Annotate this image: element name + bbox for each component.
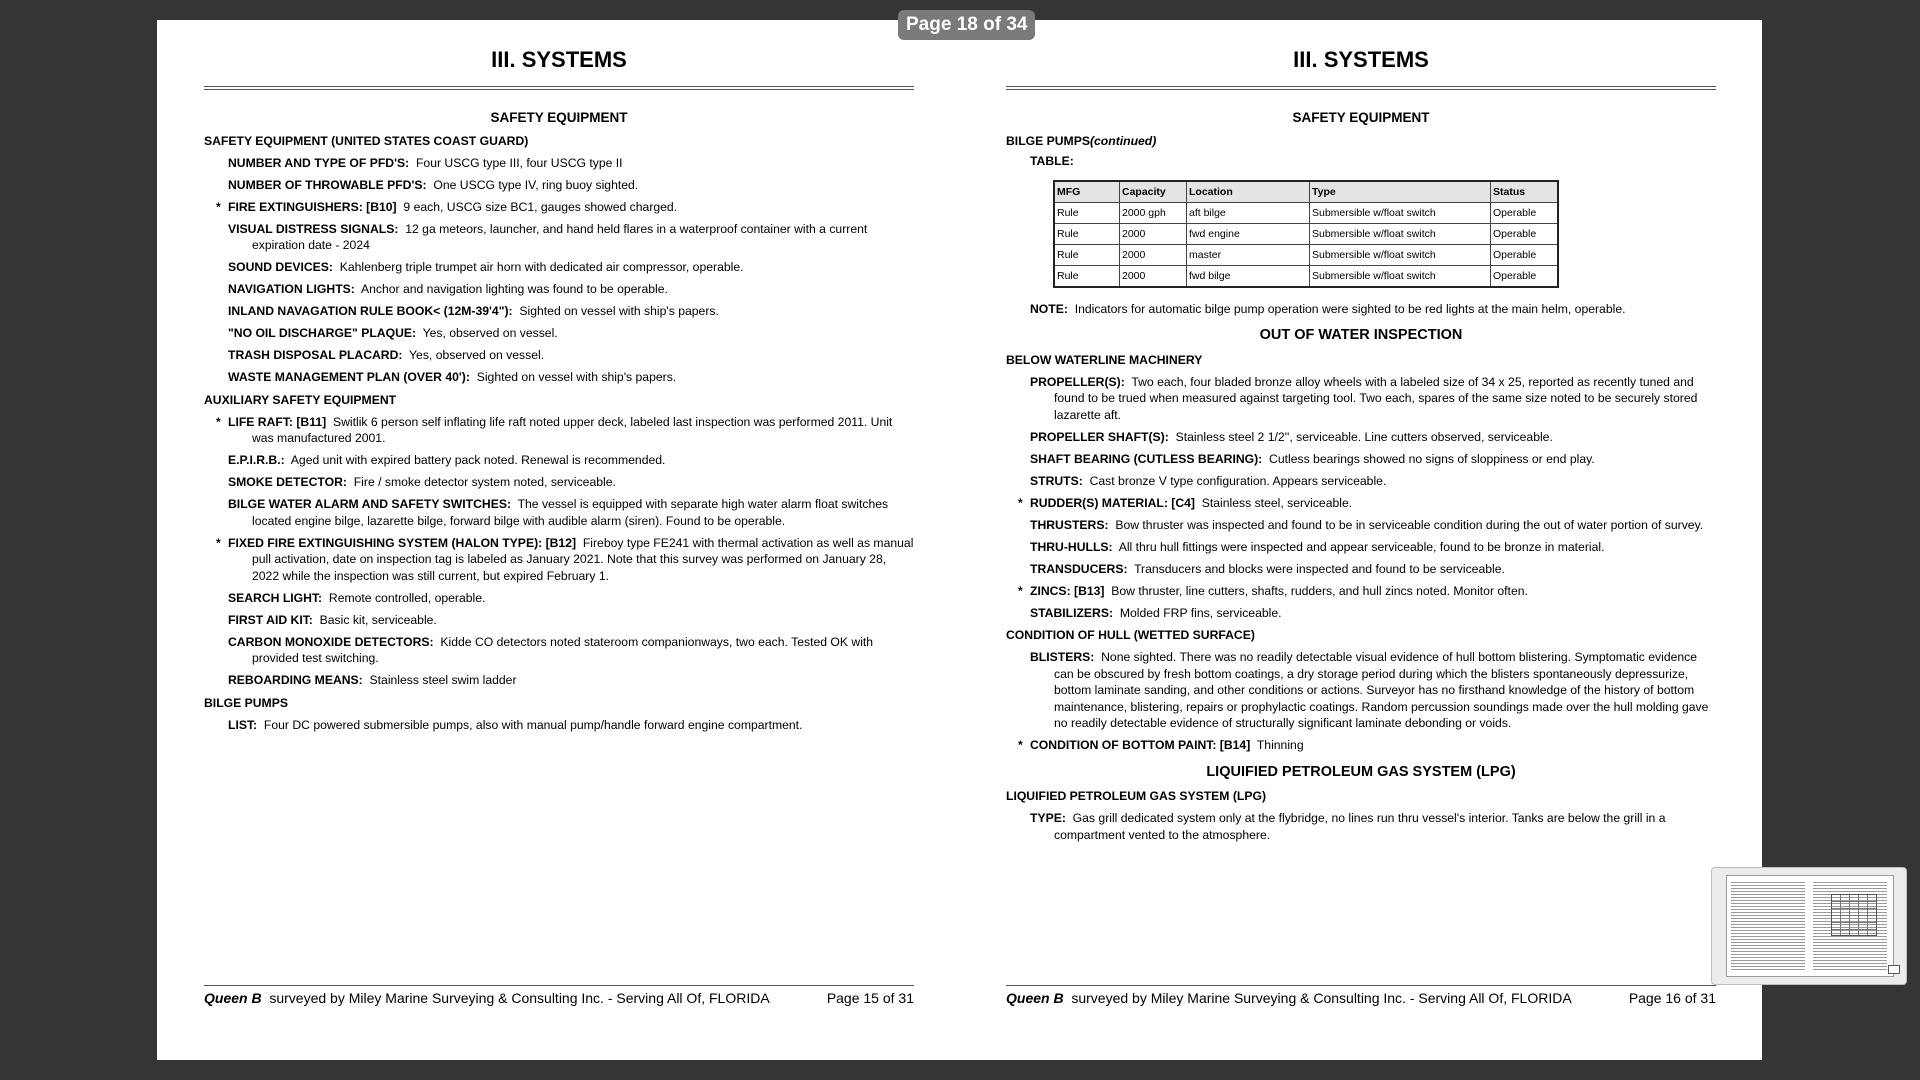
table-column-header: Location bbox=[1187, 181, 1310, 203]
item-label: NOTE: bbox=[1030, 301, 1068, 316]
item-text: 12 ga meteors, launcher, and hand held flares in a waterproof container with a current expiration date - 2024 bbox=[252, 221, 868, 252]
item-label: SMOKE DETECTOR: bbox=[228, 475, 347, 489]
flag-marker: * bbox=[1018, 738, 1023, 752]
list-item bbox=[204, 303, 914, 320]
footer-text bbox=[204, 990, 770, 1007]
item-text: Four USCG type III, four USCG type II bbox=[415, 155, 623, 170]
item-text: None sighted. There was no readily detectable visual evidence of hull bottom blistering. Symptomatic evidence can be obscured by fresh bottom coatings, a dry storage period during which the blisters spontaneously depressurize, bottom laminate sanding, and other conditions or actions. Surveyor has no firsthand knowledge of the history of bottom maintenance, blistering, repairs or prophylactic coatings. Random percussion soundings made over the hull molding gave no readily detectable evidence of structurally significant laminate debonding or voids. bbox=[1054, 650, 1709, 730]
list-item bbox=[204, 452, 914, 469]
list-item bbox=[204, 590, 914, 607]
item-label: THRU-HULLS: bbox=[1030, 539, 1113, 554]
item-list bbox=[1006, 810, 1716, 843]
item-label: TRASH DISPOSAL PLACARD: bbox=[228, 348, 403, 362]
thumbnail-preview bbox=[1726, 875, 1894, 977]
table-label: TABLE: bbox=[1030, 154, 1074, 168]
list-item bbox=[1006, 605, 1716, 622]
group-heading: SAFETY EQUIPMENT (UNITED STATES COAST GUARD) bbox=[204, 133, 529, 148]
list-item bbox=[1006, 583, 1716, 600]
list-item bbox=[1006, 429, 1716, 446]
list-item bbox=[204, 672, 914, 689]
item-text: Fireboy type FE241 with thermal activation as well as manual pull activation, date on inspection tag is labeled as January 2021. Note that this survey was performed on January 28, 2022 while the inspection was still current, but expired February 1. bbox=[252, 535, 914, 583]
table-body bbox=[1054, 202, 1558, 287]
footer-surveyor: surveyed by Miley Marine Surveying & Consulting Inc. - Serving All Of, FLORIDA bbox=[269, 990, 770, 1006]
bilge-heading: BILGE PUMPS bbox=[1006, 133, 1090, 148]
item-label: PROPELLER(S): bbox=[1030, 374, 1125, 389]
table-cell: Submersible w/float switch bbox=[1310, 244, 1491, 265]
table-column-header: MFG bbox=[1054, 181, 1120, 203]
table-cell: 2000 gph bbox=[1120, 202, 1187, 223]
item-label: TYPE: bbox=[1030, 811, 1066, 825]
table-cell: aft bilge bbox=[1187, 202, 1310, 223]
table-column-header: Type bbox=[1310, 181, 1491, 203]
item-label: FIRE EXTINGUISHERS: [B10] bbox=[228, 199, 397, 214]
page-indicator: Page 18 of 34 bbox=[898, 10, 1035, 40]
item-text: Cutless bearings showed no signs of sloppiness or end play. bbox=[1269, 451, 1595, 466]
table-row bbox=[1054, 202, 1558, 223]
item-text: The vessel is equipped with separate high water alarm float switches located engine bilge, lazarette bilge, forward bilge with audible alarm (siren). Found to be operable. bbox=[252, 497, 889, 528]
item-label: CONDITION OF BOTTOM PAINT: [B14] bbox=[1030, 738, 1251, 752]
item-text: One USCG type IV, ring buoy sighted. bbox=[433, 177, 639, 192]
table-cell: master bbox=[1187, 244, 1310, 265]
item-label: BILGE WATER ALARM AND SAFETY SWITCHES: bbox=[228, 497, 512, 511]
item-text: Basic kit, serviceable. bbox=[319, 612, 437, 627]
table-row bbox=[1054, 265, 1558, 287]
bilge-heading-suffix: (continued) bbox=[1089, 133, 1157, 148]
flag-marker: * bbox=[216, 199, 221, 214]
list-item bbox=[1006, 737, 1716, 754]
item-text: Transducers and blocks were inspected and found to be serviceable. bbox=[1134, 561, 1505, 576]
list-item bbox=[1006, 810, 1716, 843]
footer-rule bbox=[1006, 985, 1716, 986]
item-text: Gas grill dedicated system only at the flybridge, no lines run thru vessel's interior. Tanks are below the grill in a compartment vented to the atmosphere. bbox=[1054, 811, 1666, 842]
list-item bbox=[204, 155, 914, 172]
page-spread bbox=[157, 20, 1762, 1060]
item-label: LIFE RAFT: [B11] bbox=[228, 414, 327, 429]
list-item bbox=[204, 177, 914, 194]
section-heading: SAFETY EQUIPMENT bbox=[490, 110, 628, 125]
group-heading: AUXILIARY SAFETY EQUIPMENT bbox=[204, 392, 397, 407]
item-label: SHAFT BEARING (CUTLESS BEARING): bbox=[1030, 451, 1263, 466]
page-footer bbox=[204, 990, 914, 1007]
item-label: REBOARDING MEANS: bbox=[228, 673, 363, 687]
table-header-row bbox=[1054, 181, 1558, 203]
item-text: Switlik 6 person self inflating life raft noted upper deck, labeled last inspection was performed 2011. Unit was manufactured 2001. bbox=[252, 414, 893, 445]
item-text: 9 each, USCG size BC1, gauges showed charged. bbox=[403, 199, 678, 214]
item-label: VISUAL DISTRESS SIGNALS: bbox=[228, 221, 399, 236]
list-item bbox=[204, 369, 914, 386]
thumbnail-left-lines bbox=[1731, 880, 1805, 970]
list-item bbox=[1006, 539, 1716, 556]
list-item bbox=[204, 414, 914, 447]
item-label: NUMBER AND TYPE OF PFD'S: bbox=[228, 155, 410, 170]
table-cell: Rule bbox=[1054, 265, 1120, 287]
item-text: Remote controlled, operable. bbox=[328, 590, 486, 605]
item-list bbox=[204, 414, 914, 689]
flag-marker: * bbox=[216, 414, 221, 429]
table-cell: 2000 bbox=[1120, 244, 1187, 265]
list-item bbox=[204, 281, 914, 298]
bilge-pump-table bbox=[1053, 180, 1559, 288]
table-cell: 2000 bbox=[1120, 265, 1187, 287]
item-label: "NO OIL DISCHARGE" PLAQUE: bbox=[228, 326, 417, 340]
item-label: WASTE MANAGEMENT PLAN (OVER 40'): bbox=[228, 370, 470, 384]
list-item bbox=[1006, 495, 1716, 512]
thumbnail-viewport-marker[interactable] bbox=[1888, 965, 1900, 974]
section-heading: SAFETY EQUIPMENT bbox=[1292, 110, 1430, 125]
item-text: Bow thruster, line cutters, shafts, rudders, and hull zincs noted. Monitor often. bbox=[1111, 583, 1528, 598]
note-item bbox=[1006, 301, 1716, 318]
item-label: E.P.I.R.B.: bbox=[228, 453, 285, 467]
table-cell: Submersible w/float switch bbox=[1310, 265, 1491, 287]
table-cell: 2000 bbox=[1120, 223, 1187, 244]
flag-marker: * bbox=[216, 535, 221, 550]
list-item bbox=[204, 535, 914, 585]
table-row bbox=[1054, 244, 1558, 265]
left-page bbox=[204, 20, 914, 1060]
item-label: SEARCH LIGHT: bbox=[228, 590, 323, 605]
item-label: STRUTS: bbox=[1030, 473, 1083, 488]
table-cell: Submersible w/float switch bbox=[1310, 202, 1491, 223]
thumbnail-table bbox=[1831, 894, 1877, 936]
table-row bbox=[1054, 223, 1558, 244]
item-list bbox=[1006, 649, 1716, 754]
table-cell: fwd bilge bbox=[1187, 265, 1310, 287]
item-label: ZINCS: [B13] bbox=[1030, 583, 1105, 598]
item-text: Bow thruster was inspected and found to be in serviceable condition during the out of water portion of survey. bbox=[1115, 517, 1704, 532]
item-text: Cast bronze V type configuration. Appears serviceable. bbox=[1089, 473, 1387, 488]
list-item bbox=[204, 612, 914, 629]
table-column-header: Status bbox=[1491, 181, 1559, 203]
list-item bbox=[204, 496, 914, 529]
list-item bbox=[204, 325, 914, 342]
group-heading: BILGE PUMPS bbox=[204, 695, 288, 710]
item-text: Stainless steel swim ladder bbox=[369, 673, 517, 687]
right-page bbox=[1006, 20, 1716, 1060]
item-text: Thinning bbox=[1256, 738, 1304, 752]
list-item bbox=[204, 259, 914, 276]
footer-vessel-name: Queen B bbox=[204, 990, 262, 1006]
group-heading: BELOW WATERLINE MACHINERY bbox=[1006, 352, 1203, 367]
item-label: CARBON MONOXIDE DETECTORS: bbox=[228, 634, 434, 649]
item-label: LIST: bbox=[228, 717, 258, 732]
table-cell: Rule bbox=[1054, 223, 1120, 244]
list-item bbox=[1006, 374, 1716, 424]
table-cell: Submersible w/float switch bbox=[1310, 223, 1491, 244]
item-list bbox=[204, 717, 914, 734]
item-text: Stainless steel, serviceable. bbox=[1201, 495, 1353, 510]
item-label: TRANSDUCERS: bbox=[1030, 561, 1128, 576]
list-item bbox=[204, 717, 914, 734]
table-column-header: Capacity bbox=[1120, 181, 1187, 203]
list-item bbox=[204, 634, 914, 667]
item-text: Anchor and navigation lighting was found to be operable. bbox=[360, 282, 668, 296]
footer-page-number: Page 15 of 31 bbox=[826, 990, 914, 1006]
list-item bbox=[204, 347, 914, 364]
item-text: Four DC powered submersible pumps, also with manual pump/handle forward engine compartment. bbox=[263, 717, 803, 732]
group-heading bbox=[1006, 133, 1716, 150]
footer-page-number: Page 16 of 31 bbox=[1628, 990, 1716, 1006]
section-heading: OUT OF WATER INSPECTION bbox=[1259, 327, 1463, 343]
table-cell: Operable bbox=[1491, 223, 1559, 244]
item-label: FIXED FIRE EXTINGUISHING SYSTEM (HALON TYPE): [B12] bbox=[228, 535, 577, 550]
item-label: FIRST AID KIT: bbox=[228, 612, 313, 627]
list-item bbox=[1006, 561, 1716, 578]
item-text: Yes, observed on vessel. bbox=[422, 326, 558, 340]
list-item bbox=[1006, 649, 1716, 732]
footer-rule bbox=[204, 985, 914, 986]
table-cell: Rule bbox=[1054, 202, 1120, 223]
item-text: Aged unit with expired battery pack noted. Renewal is recommended. bbox=[290, 453, 666, 467]
item-text: Two each, four bladed bronze alloy wheels with a labeled size of 34 x 25, reported as recently tuned and found to be trued when measured against targeting tool. Two each, spares of the same size noted to be securely stored lazarette aft. bbox=[1054, 374, 1698, 422]
group-heading: CONDITION OF HULL (WETTED SURFACE) bbox=[1006, 628, 1255, 642]
table-cell: Operable bbox=[1491, 202, 1559, 223]
list-item bbox=[204, 221, 914, 254]
item-text: Molded FRP fins, serviceable. bbox=[1119, 605, 1282, 620]
title-rule bbox=[204, 86, 914, 90]
page-title: III. SYSTEMS bbox=[1293, 47, 1429, 72]
item-label: INLAND NAVAGATION RULE BOOK< (12M-39'4"): bbox=[228, 304, 513, 318]
item-text: Indicators for automatic bilge pump operation were sighted to be red lights at the main helm, operable. bbox=[1074, 301, 1626, 316]
table-cell: Operable bbox=[1491, 265, 1559, 287]
item-list bbox=[1006, 374, 1716, 622]
item-text: Fire / smoke detector system noted, serviceable. bbox=[353, 475, 616, 489]
item-label: BLISTERS: bbox=[1030, 650, 1095, 664]
flag-marker: * bbox=[1018, 583, 1023, 598]
page-footer bbox=[1006, 990, 1716, 1007]
item-text: Kidde CO detectors noted stateroom companionways, two each. Tested OK with provided test switching. bbox=[252, 634, 874, 665]
flag-marker: * bbox=[1018, 495, 1023, 510]
item-text: Sighted on vessel with ship's papers. bbox=[476, 370, 677, 384]
item-list bbox=[204, 155, 914, 386]
item-label: STABILIZERS: bbox=[1030, 605, 1114, 620]
item-text: Stainless steel 2 1/2'', serviceable. Line cutters observed, serviceable. bbox=[1175, 429, 1553, 444]
table-cell: Rule bbox=[1054, 244, 1120, 265]
group-heading: LIQUIFIED PETROLEUM GAS SYSTEM (LPG) bbox=[1006, 789, 1267, 803]
list-item bbox=[204, 474, 914, 491]
item-label: NAVIGATION LIGHTS: bbox=[228, 282, 355, 296]
footer-surveyor: surveyed by Miley Marine Surveying & Consulting Inc. - Serving All Of, FLORIDA bbox=[1071, 990, 1572, 1006]
item-label: RUDDER(S) MATERIAL: [C4] bbox=[1030, 495, 1195, 510]
item-label: THRUSTERS: bbox=[1030, 517, 1109, 532]
title-rule bbox=[1006, 86, 1716, 90]
footer-text bbox=[1006, 990, 1572, 1007]
table-cell: Operable bbox=[1491, 244, 1559, 265]
table-cell: fwd engine bbox=[1187, 223, 1310, 244]
page-title: III. SYSTEMS bbox=[491, 47, 627, 72]
item-label: SOUND DEVICES: bbox=[228, 260, 333, 274]
section-heading: LIQUIFIED PETROLEUM GAS SYSTEM (LPG) bbox=[1206, 763, 1516, 780]
item-text: Sighted on vessel with ship's papers. bbox=[519, 304, 719, 318]
item-text: All thru hull fittings were inspected and appear serviceable, found to be bronze in material. bbox=[1118, 539, 1605, 554]
list-item bbox=[204, 199, 914, 216]
item-text: Kahlenberg triple trumpet air horn with dedicated air compressor, operable. bbox=[339, 260, 744, 274]
list-item bbox=[1006, 451, 1716, 468]
item-text: Yes, observed on vessel. bbox=[409, 348, 545, 362]
list-item bbox=[1006, 473, 1716, 490]
footer-vessel-name: Queen B bbox=[1006, 990, 1064, 1006]
page-thumbnail[interactable] bbox=[1711, 867, 1907, 985]
item-label: NUMBER OF THROWABLE PFD'S: bbox=[228, 177, 427, 192]
list-item bbox=[1006, 517, 1716, 534]
item-label: PROPELLER SHAFT(S): bbox=[1030, 429, 1169, 444]
